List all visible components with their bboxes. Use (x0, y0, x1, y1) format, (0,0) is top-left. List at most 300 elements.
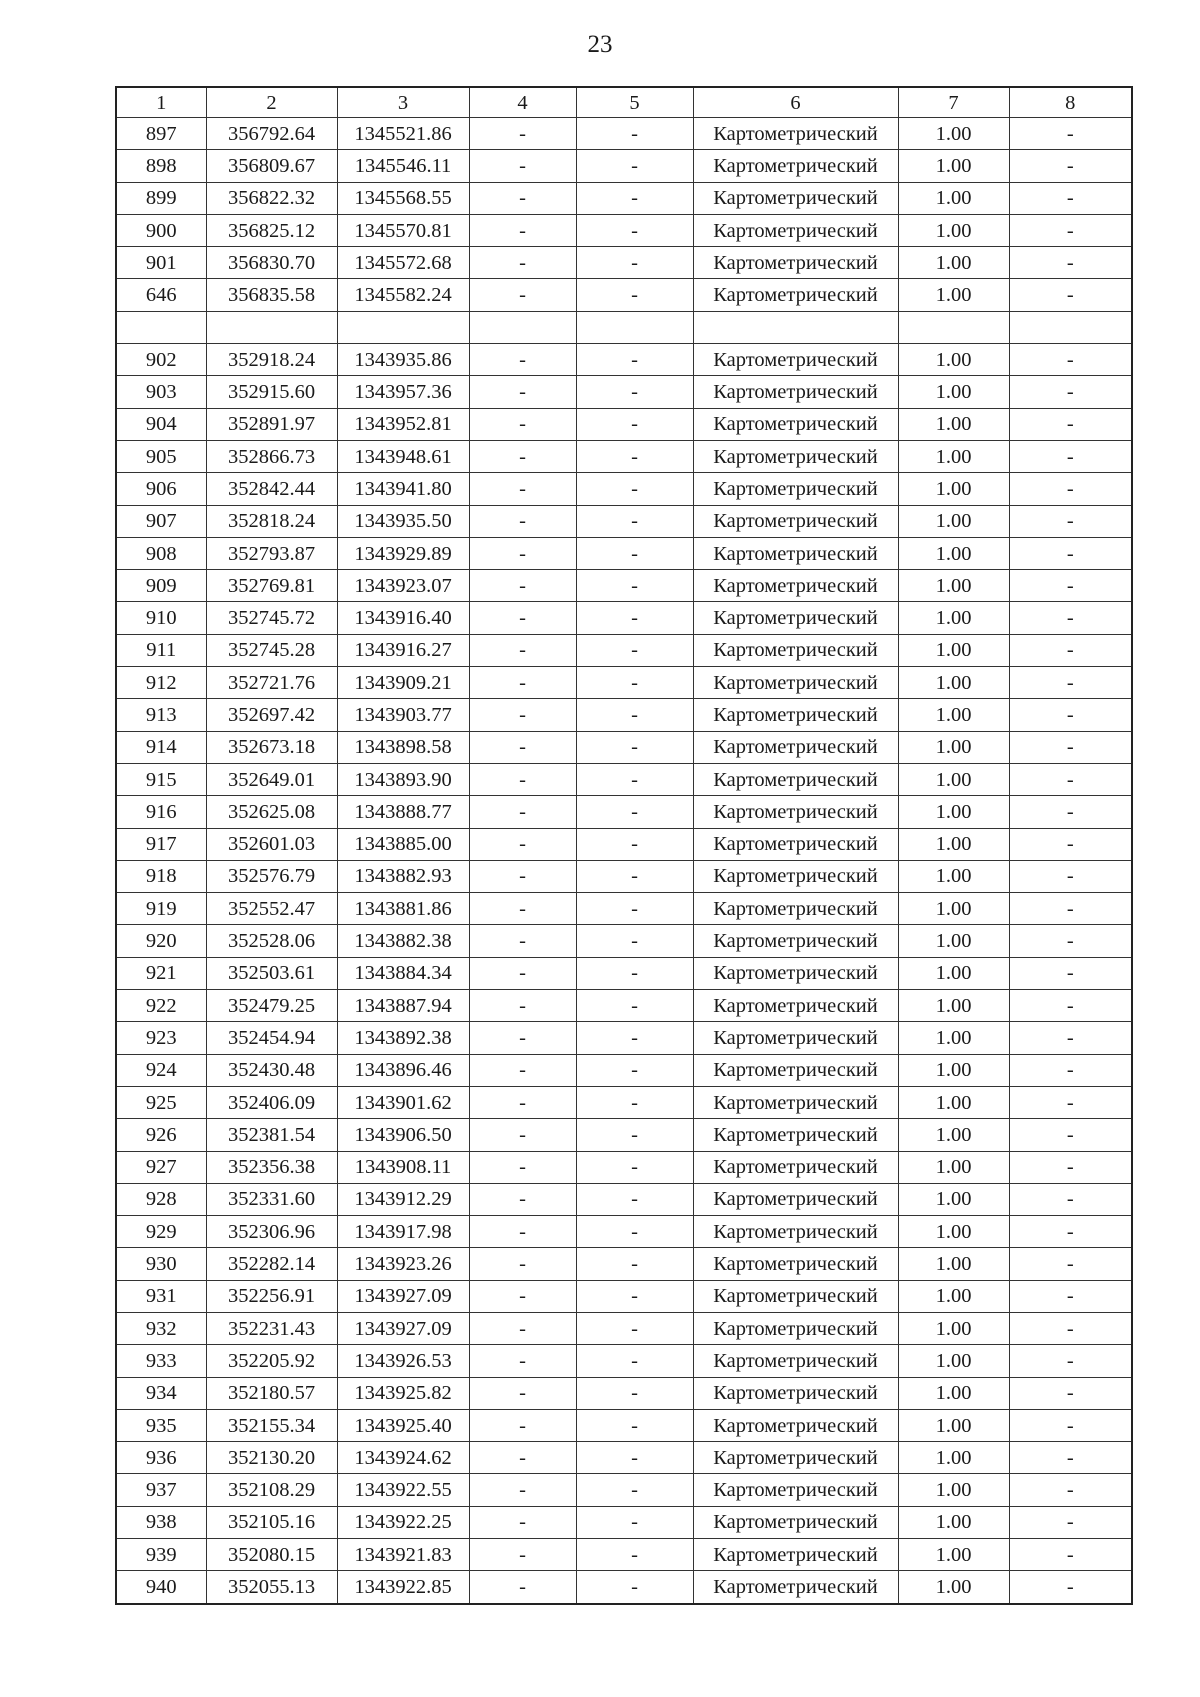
table-cell: - (576, 1054, 693, 1086)
table-cell: 1.00 (898, 860, 1009, 892)
table-cell: - (469, 1216, 576, 1248)
table-cell: 356830.70 (206, 247, 337, 279)
table-row (116, 1442, 1132, 1474)
table-cell: Картометрический (693, 602, 898, 634)
table-cell: 915 (116, 763, 206, 795)
table-cell: - (469, 1248, 576, 1280)
table-cell: 352080.15 (206, 1539, 337, 1571)
table-row (116, 1183, 1132, 1215)
table-row (116, 1377, 1132, 1409)
table-cell: 914 (116, 731, 206, 763)
table-cell: - (469, 376, 576, 408)
table-cell: Картометрический (693, 763, 898, 795)
table-cell: 925 (116, 1086, 206, 1118)
table-cell: 1.00 (898, 1119, 1009, 1151)
table-cell: 352576.79 (206, 860, 337, 892)
table-cell: - (469, 667, 576, 699)
table-cell: 1343903.77 (337, 699, 469, 731)
table-row (116, 1248, 1132, 1280)
table-cell: - (469, 860, 576, 892)
table-cell: 917 (116, 828, 206, 860)
table-cell: 930 (116, 1248, 206, 1280)
table-row (116, 505, 1132, 537)
table-cell: - (469, 699, 576, 731)
table-cell: 1.00 (898, 990, 1009, 1022)
table-cell: 1343922.55 (337, 1474, 469, 1506)
table-cell: 352842.44 (206, 473, 337, 505)
table-cell: 921 (116, 957, 206, 989)
table-cell: 920 (116, 925, 206, 957)
table-cell: - (469, 828, 576, 860)
table-row (116, 1216, 1132, 1248)
table-cell: - (576, 1377, 693, 1409)
table-cell: - (576, 957, 693, 989)
table-row (116, 1506, 1132, 1538)
table-cell: - (1009, 279, 1132, 311)
table-cell: 1343952.81 (337, 408, 469, 440)
table-cell: 938 (116, 1506, 206, 1538)
table-cell: 352528.06 (206, 925, 337, 957)
table-cell: 356792.64 (206, 118, 337, 150)
table-cell: 356809.67 (206, 150, 337, 182)
table-cell: Картометрический (693, 860, 898, 892)
table-cell: Картометрический (693, 473, 898, 505)
table-cell: Картометрический (693, 1442, 898, 1474)
table-cell: - (576, 990, 693, 1022)
table-cell: - (576, 667, 693, 699)
table-cell: 1.00 (898, 1571, 1009, 1604)
table-cell: 1.00 (898, 1345, 1009, 1377)
table-cell: 1343916.40 (337, 602, 469, 634)
table-cell: - (576, 1248, 693, 1280)
table-row (116, 150, 1132, 182)
table-cell: 1343921.83 (337, 1539, 469, 1571)
table-cell: - (1009, 634, 1132, 666)
table-cell: 1.00 (898, 376, 1009, 408)
table-cell: 904 (116, 408, 206, 440)
table-cell: - (469, 1345, 576, 1377)
table-cell: - (469, 505, 576, 537)
table-cell: Картометрический (693, 667, 898, 699)
table-cell: 352891.97 (206, 408, 337, 440)
table-cell: Картометрический (693, 893, 898, 925)
table-cell: - (576, 118, 693, 150)
table-cell: Картометрический (693, 1539, 898, 1571)
table-cell: - (1009, 1571, 1132, 1604)
table-cell: 352055.13 (206, 1571, 337, 1604)
table-cell: - (1009, 570, 1132, 602)
table-cell: - (576, 1442, 693, 1474)
table-cell: - (1009, 990, 1132, 1022)
table-cell: 1.00 (898, 1474, 1009, 1506)
table-cell: 910 (116, 602, 206, 634)
table-cell: 1345582.24 (337, 279, 469, 311)
table-cell (576, 311, 693, 343)
table-cell: Картометрический (693, 990, 898, 1022)
table-cell: - (576, 1280, 693, 1312)
table-cell: 352331.60 (206, 1183, 337, 1215)
table-cell: - (469, 1409, 576, 1441)
table-cell: 1343935.50 (337, 505, 469, 537)
table-cell: 1343923.07 (337, 570, 469, 602)
table-cell: - (1009, 957, 1132, 989)
table-cell: 1.00 (898, 505, 1009, 537)
table-cell: 1.00 (898, 247, 1009, 279)
table-cell: 912 (116, 667, 206, 699)
table-cell: 1.00 (898, 1312, 1009, 1344)
table-cell: - (576, 1022, 693, 1054)
table-cell: 1.00 (898, 473, 1009, 505)
table-cell: - (469, 1151, 576, 1183)
table-row (116, 1312, 1132, 1344)
table-cell: 1343922.85 (337, 1571, 469, 1604)
table-cell: Картометрический (693, 150, 898, 182)
table-cell: - (576, 279, 693, 311)
table-cell: - (469, 214, 576, 246)
table-cell: 1.00 (898, 699, 1009, 731)
table-cell: 1343909.21 (337, 667, 469, 699)
table-cell: 1.00 (898, 182, 1009, 214)
table-cell: - (469, 570, 576, 602)
table-cell: - (469, 1183, 576, 1215)
table-cell: 898 (116, 150, 206, 182)
table-cell: 934 (116, 1377, 206, 1409)
table-cell: 352479.25 (206, 990, 337, 1022)
table-cell: 352673.18 (206, 731, 337, 763)
table-cell: - (469, 763, 576, 795)
table-cell: Картометрический (693, 570, 898, 602)
table-cell: 924 (116, 1054, 206, 1086)
table-cell: - (1009, 1216, 1132, 1248)
table-row (116, 376, 1132, 408)
table-cell: - (469, 796, 576, 828)
table-cell: - (576, 408, 693, 440)
table-row (116, 634, 1132, 666)
table-cell: Картометрический (693, 247, 898, 279)
table-cell: - (576, 1506, 693, 1538)
table-cell: - (576, 182, 693, 214)
table-cell: 1.00 (898, 1248, 1009, 1280)
header-cell-4: 4 (469, 87, 576, 118)
table-row (116, 1345, 1132, 1377)
table-cell: - (1009, 1280, 1132, 1312)
table-cell: 352130.20 (206, 1442, 337, 1474)
table-cell: - (1009, 182, 1132, 214)
table-cell: 352503.61 (206, 957, 337, 989)
table-cell: - (469, 1571, 576, 1604)
table-cell: 1.00 (898, 408, 1009, 440)
table-cell: 906 (116, 473, 206, 505)
table-cell: - (1009, 667, 1132, 699)
table-row (116, 247, 1132, 279)
table-cell: - (576, 1183, 693, 1215)
table-cell: - (1009, 537, 1132, 569)
table-cell: - (469, 1280, 576, 1312)
table-cell: 1343882.38 (337, 925, 469, 957)
table-cell: 911 (116, 634, 206, 666)
table-cell: - (469, 150, 576, 182)
table-row (116, 344, 1132, 376)
table-cell: 1.00 (898, 1377, 1009, 1409)
table-cell: - (576, 1151, 693, 1183)
table-cell: 899 (116, 182, 206, 214)
table-cell: - (576, 505, 693, 537)
table-cell: 356822.32 (206, 182, 337, 214)
table-cell: 1.00 (898, 1183, 1009, 1215)
table-cell: - (469, 344, 576, 376)
coordinates-table-wrapper (115, 86, 1131, 1605)
table-cell: 1343916.27 (337, 634, 469, 666)
table-cell: 352454.94 (206, 1022, 337, 1054)
table-cell: 933 (116, 1345, 206, 1377)
table-cell: 1.00 (898, 1280, 1009, 1312)
table-cell: 1343881.86 (337, 893, 469, 925)
table-cell: - (576, 860, 693, 892)
table-cell: Картометрический (693, 699, 898, 731)
table-cell: - (1009, 1183, 1132, 1215)
header-cell-7: 7 (898, 87, 1009, 118)
empty-separator-row (116, 311, 1132, 343)
table-row (116, 1022, 1132, 1054)
table-cell: Картометрический (693, 796, 898, 828)
table-row (116, 990, 1132, 1022)
header-row (116, 87, 1132, 118)
table-cell: Картометрический (693, 1054, 898, 1086)
table-cell: - (1009, 828, 1132, 860)
table-cell: 1343898.58 (337, 731, 469, 763)
table-cell: 1.00 (898, 570, 1009, 602)
table-cell: 1.00 (898, 634, 1009, 666)
table-row (116, 473, 1132, 505)
table-cell: Картометрический (693, 376, 898, 408)
table-cell: - (576, 893, 693, 925)
table-cell: 928 (116, 1183, 206, 1215)
table-cell: - (1009, 1474, 1132, 1506)
table-cell: - (1009, 247, 1132, 279)
header-cell-8: 8 (1009, 87, 1132, 118)
table-cell: - (469, 1539, 576, 1571)
table-cell (116, 311, 206, 343)
table-cell: - (469, 602, 576, 634)
table-cell: - (469, 990, 576, 1022)
table-cell: - (469, 279, 576, 311)
table-cell: - (576, 150, 693, 182)
table-cell: 352625.08 (206, 796, 337, 828)
table-cell: 352793.87 (206, 537, 337, 569)
table-cell (337, 311, 469, 343)
table-row (116, 1151, 1132, 1183)
table-cell: 1343927.09 (337, 1312, 469, 1344)
table-row (116, 925, 1132, 957)
table-cell: 1343924.62 (337, 1442, 469, 1474)
table-cell: - (576, 376, 693, 408)
table-cell: - (469, 118, 576, 150)
table-row (116, 1280, 1132, 1312)
table-cell: - (469, 957, 576, 989)
table-cell: Картометрический (693, 1312, 898, 1344)
table-cell: 902 (116, 344, 206, 376)
table-cell: - (1009, 344, 1132, 376)
table-cell: - (576, 634, 693, 666)
table-cell: 1.00 (898, 537, 1009, 569)
table-row (116, 763, 1132, 795)
table-cell: 918 (116, 860, 206, 892)
table-cell: - (469, 440, 576, 472)
table-cell: 352918.24 (206, 344, 337, 376)
table-cell: 927 (116, 1151, 206, 1183)
table-cell: Картометрический (693, 828, 898, 860)
table-cell: 352282.14 (206, 1248, 337, 1280)
table-cell: 352818.24 (206, 505, 337, 537)
table-cell: Картометрический (693, 1506, 898, 1538)
table-cell: 1.00 (898, 150, 1009, 182)
table-cell: 1.00 (898, 828, 1009, 860)
table-cell: Картометрический (693, 731, 898, 763)
table-cell: Картометрический (693, 957, 898, 989)
table-cell (898, 311, 1009, 343)
table-cell: 352356.38 (206, 1151, 337, 1183)
table-cell: 1345570.81 (337, 214, 469, 246)
table-cell: - (576, 1086, 693, 1118)
table-cell: 1343925.40 (337, 1409, 469, 1441)
table-cell: 352306.96 (206, 1216, 337, 1248)
table-row (116, 1119, 1132, 1151)
table-cell: 1343925.82 (337, 1377, 469, 1409)
table-cell: - (1009, 1345, 1132, 1377)
table-cell: - (1009, 1151, 1132, 1183)
table-cell: - (1009, 1312, 1132, 1344)
table-cell: Картометрический (693, 1151, 898, 1183)
table-cell: 1343887.94 (337, 990, 469, 1022)
table-cell: Картометрический (693, 118, 898, 150)
table-row (116, 860, 1132, 892)
table-cell: - (576, 731, 693, 763)
table-cell: 926 (116, 1119, 206, 1151)
table-cell: - (469, 182, 576, 214)
table-cell: 1.00 (898, 1054, 1009, 1086)
table-cell: 929 (116, 1216, 206, 1248)
table-cell: Картометрический (693, 505, 898, 537)
table-cell: 897 (116, 118, 206, 150)
table-cell: 940 (116, 1571, 206, 1604)
table-cell: 1343926.53 (337, 1345, 469, 1377)
table-cell: Картометрический (693, 1409, 898, 1441)
table-cell: - (1009, 796, 1132, 828)
table-row (116, 118, 1132, 150)
table-cell: 1.00 (898, 279, 1009, 311)
table-row (116, 1086, 1132, 1118)
table-cell: 352231.43 (206, 1312, 337, 1344)
table-cell: 1343917.98 (337, 1216, 469, 1248)
table-cell: 1343908.11 (337, 1151, 469, 1183)
table-cell: - (1009, 893, 1132, 925)
table-cell: Картометрический (693, 1280, 898, 1312)
table-cell: 900 (116, 214, 206, 246)
table-cell: - (469, 1474, 576, 1506)
table-cell: - (576, 1312, 693, 1344)
table-cell: 1343923.26 (337, 1248, 469, 1280)
header-cell-6: 6 (693, 87, 898, 118)
table-cell: - (469, 1119, 576, 1151)
table-cell: 1.00 (898, 1442, 1009, 1474)
table-cell: 908 (116, 537, 206, 569)
table-row (116, 537, 1132, 569)
table-cell: - (1009, 440, 1132, 472)
table-cell: 923 (116, 1022, 206, 1054)
table-cell: 1343957.36 (337, 376, 469, 408)
table-cell: Картометрический (693, 1248, 898, 1280)
table-cell: Картометрический (693, 214, 898, 246)
table-cell: - (576, 1571, 693, 1604)
table-cell: 1.00 (898, 1506, 1009, 1538)
table-cell: Картометрический (693, 440, 898, 472)
table-cell: 922 (116, 990, 206, 1022)
table-cell: 1.00 (898, 1086, 1009, 1118)
header-cell-5: 5 (576, 87, 693, 118)
table-cell: 1343906.50 (337, 1119, 469, 1151)
table-cell: 1343892.38 (337, 1022, 469, 1054)
table-cell (1009, 311, 1132, 343)
table-cell: Картометрический (693, 1216, 898, 1248)
table-cell (206, 311, 337, 343)
table-cell: 905 (116, 440, 206, 472)
table-cell: 352697.42 (206, 699, 337, 731)
table-row (116, 1054, 1132, 1086)
table-cell: 1.00 (898, 1409, 1009, 1441)
table-cell: 1343896.46 (337, 1054, 469, 1086)
table-cell: - (469, 1054, 576, 1086)
table-cell: 919 (116, 893, 206, 925)
table-cell: 1343941.80 (337, 473, 469, 505)
table-row (116, 182, 1132, 214)
table-cell: 909 (116, 570, 206, 602)
table-cell: 1343893.90 (337, 763, 469, 795)
table-cell: - (576, 1119, 693, 1151)
header-cell-2: 2 (206, 87, 337, 118)
table-cell: - (576, 1216, 693, 1248)
table-cell: - (1009, 1409, 1132, 1441)
table-cell: Картометрический (693, 1345, 898, 1377)
table-cell: 1343927.09 (337, 1280, 469, 1312)
table-cell: Картометрический (693, 1086, 898, 1118)
table-cell: - (1009, 860, 1132, 892)
table-cell: - (469, 1086, 576, 1118)
table-cell: 352105.16 (206, 1506, 337, 1538)
table-cell: Картометрический (693, 1571, 898, 1604)
table-cell: - (1009, 731, 1132, 763)
table-cell: 1.00 (898, 796, 1009, 828)
table-cell: - (469, 893, 576, 925)
table-cell: 1.00 (898, 214, 1009, 246)
table-cell: 1.00 (898, 957, 1009, 989)
table-cell: - (1009, 473, 1132, 505)
table-cell: 352745.72 (206, 602, 337, 634)
table-row (116, 667, 1132, 699)
table-cell: 1.00 (898, 118, 1009, 150)
table-cell: 1343888.77 (337, 796, 469, 828)
table-cell (693, 311, 898, 343)
table-cell: - (1009, 1119, 1132, 1151)
table-cell (469, 311, 576, 343)
table-cell: 939 (116, 1539, 206, 1571)
table-cell: - (1009, 1086, 1132, 1118)
table-cell: - (469, 925, 576, 957)
table-cell: 352155.34 (206, 1409, 337, 1441)
table-cell: 352381.54 (206, 1119, 337, 1151)
table-cell: - (1009, 1377, 1132, 1409)
table-cell: - (576, 925, 693, 957)
table-cell: 1.00 (898, 763, 1009, 795)
